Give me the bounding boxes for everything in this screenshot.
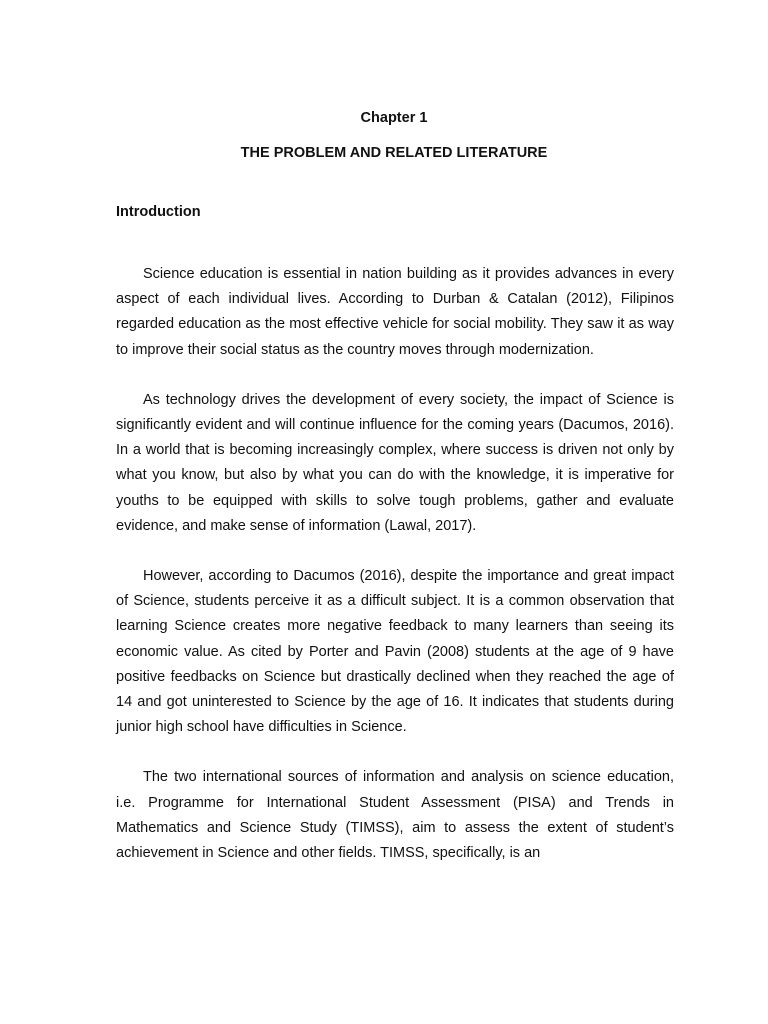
chapter-title: THE PROBLEM AND RELATED LITERATURE [240,145,548,161]
section-heading: Introduction [116,204,201,220]
paragraph-2: As technology drives the development of every society, the impact of Science is significantly evident and will continue influence for the coming years (Dacumos, 2016). In a world that is becoming increasingly complex, where success is driven not only by what you know, but also by what you can do with the knowledge, it is imperative for youths to be equipped with skills to solve tough problems, gather and evaluate evidence, and make sense of information (Lawal, 2017). [116,391,674,534]
paragraph-3: However, according to Dacumos (2016), despite the importance and great impact of Science, students perceive it as a difficult subject. It is a common observation that learning Science creates more negative feedback to many learners than seeing its economic value. As cited by Porter and Pavin (2008) students at the age of 9 have positive feedbacks on Science but drastically declined when they reached the age of 14 and got uninterested to Science by the age of 16. It indicates that students during junior high school have difficulties in Science. [116,568,674,736]
paragraph-4: The two international sources of information and analysis on science education, i.e. Programme for International Student Assessment (PISA) and Trends in Mathematics and Science Study (TIMSS), aim to assess the extent of student’s achievement in Science and other fields. TIMSS, specifically, is an [116,769,674,862]
paragraph-1: Science education is essential in nation building as it provides advances in every aspect of each individual lives. According to Durban & Catalan (2012), Filipinos regarded education as the most effective vehicle for social mobility. They saw it as way to improve their social status as the country moves through modernization. [116,266,674,358]
body-text [116,262,674,891]
chapter-label: Chapter 1 [360,110,428,126]
